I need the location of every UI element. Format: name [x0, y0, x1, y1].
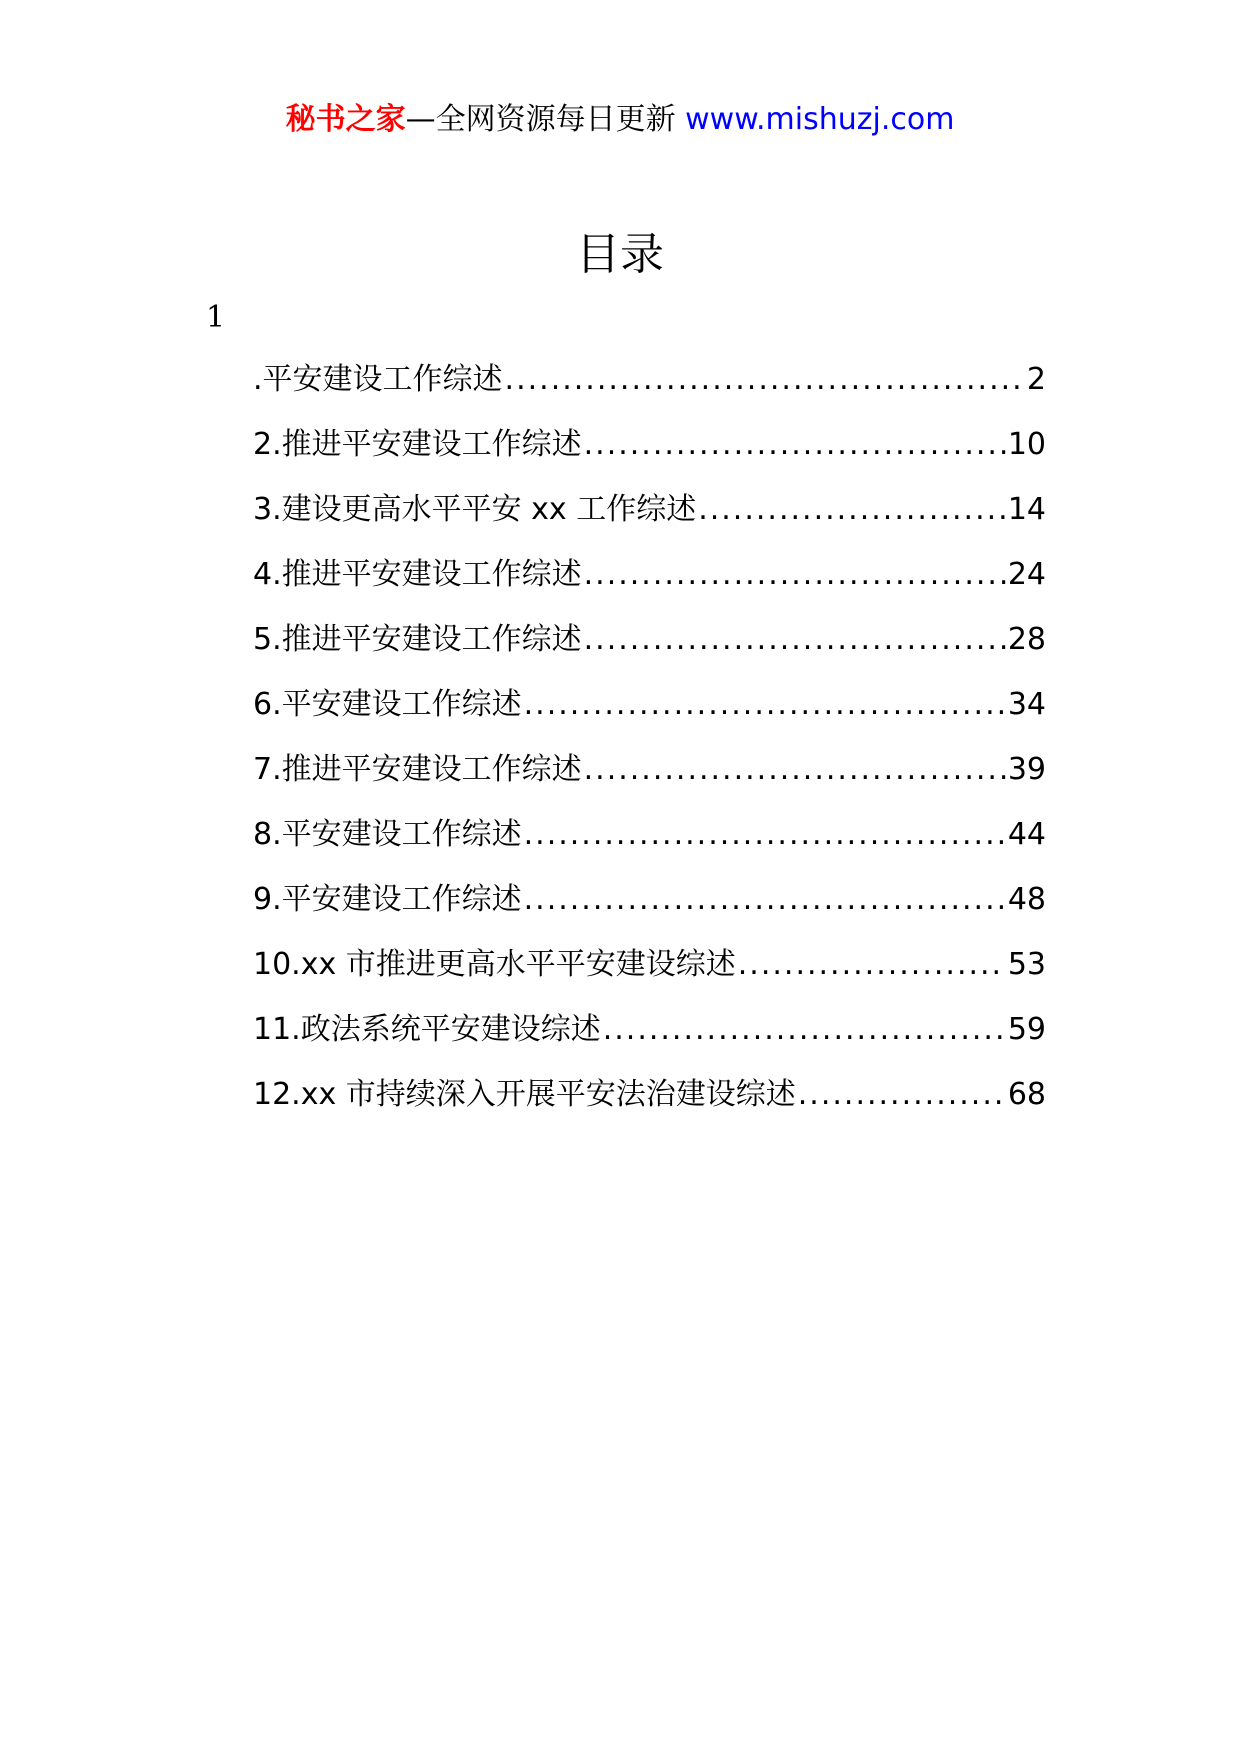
toc-entry-page: 2	[1026, 362, 1046, 397]
page-title: 目录	[576, 229, 664, 280]
toc-entry[interactable]	[253, 360, 1046, 425]
toc-stray-number: 1	[206, 300, 226, 335]
toc-entry-label: 11.政法系统平安建设综述	[253, 1012, 601, 1047]
toc-entry-page: 68	[1007, 1077, 1046, 1112]
toc-entry-page: 53	[1007, 947, 1046, 982]
toc-entry-label: 5.推进平安建设工作综述	[253, 622, 582, 657]
toc-entry[interactable]	[253, 555, 1046, 620]
toc-entry-page: 24	[1007, 557, 1046, 592]
toc-entry[interactable]	[253, 750, 1046, 815]
toc-entry-label: 4.推进平安建设工作综述	[253, 557, 582, 592]
toc-entry-page: 39	[1007, 752, 1046, 787]
toc-dot-leader	[524, 685, 1006, 725]
toc-entry-page: 44	[1007, 817, 1046, 852]
toc-entry-page: 48	[1007, 882, 1046, 917]
toc-entry-label: 10.xx 市推进更高水平平安建设综述	[253, 947, 736, 982]
toc-entry[interactable]	[253, 425, 1046, 490]
toc-entry[interactable]	[253, 490, 1046, 555]
toc-entry-label: 6.平安建设工作综述	[253, 687, 522, 722]
header-tagline: —全网资源每日更新	[405, 102, 686, 137]
toc-dot-leader	[524, 880, 1006, 920]
table-of-contents	[253, 360, 1046, 1140]
toc-dot-leader	[584, 750, 1006, 790]
toc-entry[interactable]	[253, 620, 1046, 685]
toc-dot-leader	[698, 490, 1006, 530]
toc-entry-label: 7.推进平安建设工作综述	[253, 752, 582, 787]
toc-entry-label: .平安建设工作综述	[253, 362, 503, 397]
toc-entry-label: 2.推进平安建设工作综述	[253, 427, 582, 462]
toc-dot-leader	[584, 555, 1006, 595]
toc-entry-page: 34	[1007, 687, 1046, 722]
toc-entry[interactable]	[253, 945, 1046, 1010]
toc-entry-page: 28	[1007, 622, 1046, 657]
toc-entry-page: 14	[1007, 492, 1046, 527]
toc-dot-leader	[505, 360, 1025, 400]
brand-name: 秘书之家	[285, 102, 406, 137]
toc-entry-label: 8.平安建设工作综述	[253, 817, 522, 852]
toc-entry-page: 10	[1007, 427, 1046, 462]
toc-entry-label: 9.平安建设工作综述	[253, 882, 522, 917]
toc-entry[interactable]	[253, 880, 1046, 945]
site-header	[0, 100, 1240, 140]
toc-dot-leader	[738, 945, 1006, 985]
toc-dot-leader	[584, 425, 1006, 465]
toc-entry-label: 12.xx 市持续深入开展平安法治建设综述	[253, 1077, 796, 1112]
toc-dot-leader	[603, 1010, 1006, 1050]
toc-entry[interactable]	[253, 815, 1046, 880]
toc-entry-label: 3.建设更高水平平安 xx 工作综述	[253, 492, 697, 527]
site-url-link[interactable]: www.mishuzj.com	[685, 102, 955, 137]
toc-entry[interactable]	[253, 685, 1046, 750]
toc-dot-leader	[524, 815, 1006, 855]
toc-dot-leader	[584, 620, 1006, 660]
toc-dot-leader	[798, 1075, 1006, 1115]
toc-entry[interactable]	[253, 1010, 1046, 1075]
toc-entry-page: 59	[1007, 1012, 1046, 1047]
toc-entry[interactable]	[253, 1075, 1046, 1140]
